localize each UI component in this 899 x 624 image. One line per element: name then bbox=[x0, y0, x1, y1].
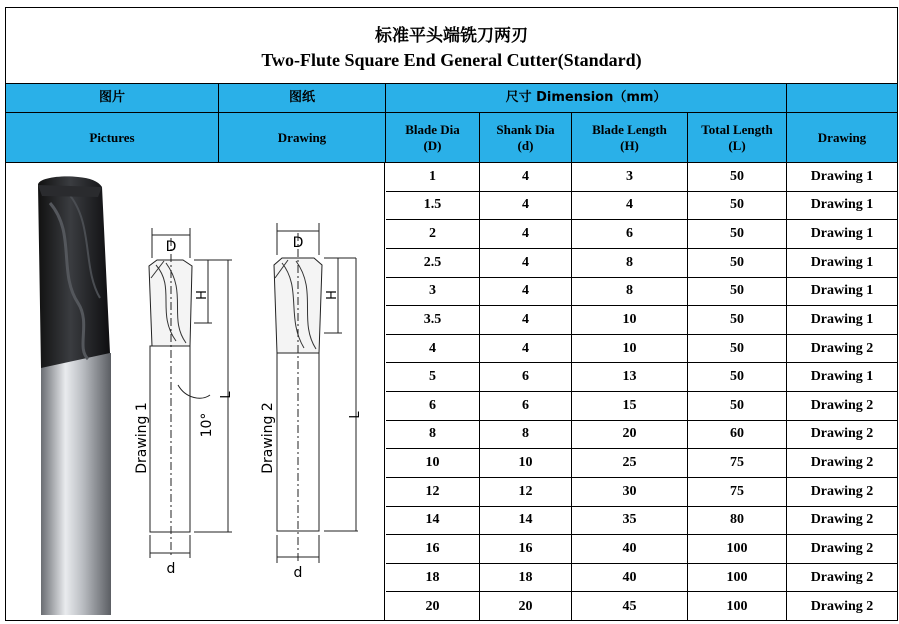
cell-drawing-ref: Drawing 2 bbox=[810, 340, 874, 356]
cell-blade-length: 45 bbox=[572, 592, 688, 621]
header-drawing: Drawing bbox=[219, 113, 386, 163]
cell-shank-dia: 8 bbox=[480, 421, 572, 449]
cell-blade-length: 3 bbox=[572, 163, 688, 191]
header-blade-dia-label: Blade Dia bbox=[405, 121, 460, 137]
cell-total-length: 50 bbox=[688, 192, 787, 220]
cell-drawing-ref: Drawing 1 bbox=[810, 168, 874, 184]
drawing2-dim-d: d bbox=[293, 565, 303, 581]
cell-total-length: 50 bbox=[688, 363, 787, 391]
cell-blade-length: 25 bbox=[572, 449, 688, 477]
cutter-illustrations bbox=[6, 163, 385, 621]
table-row bbox=[386, 421, 897, 450]
cell-drawing-ref: Drawing 1 bbox=[810, 311, 874, 327]
header-total-length-label: Total Length bbox=[701, 121, 773, 137]
cell-total-length: 50 bbox=[688, 163, 787, 191]
cell-blade-dia: 2 bbox=[386, 220, 480, 248]
title-block bbox=[6, 8, 897, 84]
cell-drawing-ref: Drawing 2 bbox=[810, 512, 874, 528]
cell-blade-dia: 1 bbox=[386, 163, 480, 191]
drawing-2 bbox=[274, 223, 358, 563]
cell-total-length: 75 bbox=[688, 478, 787, 506]
header-drawing-ref: Drawing bbox=[787, 113, 897, 163]
cell-blade-length: 8 bbox=[572, 249, 688, 277]
cell-drawing-ref: Drawing 1 bbox=[810, 254, 874, 270]
cell-blade-dia: 4 bbox=[386, 335, 480, 363]
title-english: Two-Flute Square End General Cutter(Standard) bbox=[261, 50, 642, 70]
drawing1-dim-D: D bbox=[165, 239, 177, 255]
table-row bbox=[386, 192, 897, 221]
cell-drawing-ref: Drawing 1 bbox=[810, 283, 874, 299]
header-blank bbox=[787, 84, 897, 113]
table-row bbox=[386, 163, 897, 192]
cutter-photo bbox=[38, 176, 111, 615]
cell-shank-dia: 20 bbox=[480, 592, 572, 621]
cell-drawing-ref: Drawing 2 bbox=[810, 426, 874, 442]
cell-total-length: 50 bbox=[688, 220, 787, 248]
cell-blade-dia: 10 bbox=[386, 449, 480, 477]
cell-drawing-ref: Drawing 2 bbox=[810, 540, 874, 556]
cell-drawing-ref: Drawing 1 bbox=[810, 226, 874, 242]
table-row bbox=[386, 335, 897, 364]
cell-shank-dia: 6 bbox=[480, 363, 572, 391]
cell-blade-dia: 16 bbox=[386, 535, 480, 563]
cell-shank-dia: 4 bbox=[480, 335, 572, 363]
cell-shank-dia: 14 bbox=[480, 507, 572, 535]
cell-blade-length: 35 bbox=[572, 507, 688, 535]
cell-shank-dia: 4 bbox=[480, 192, 572, 220]
cell-blade-dia: 3.5 bbox=[386, 306, 480, 334]
drawing1-dim-d: d bbox=[166, 561, 176, 577]
cell-drawing-ref: Drawing 1 bbox=[810, 197, 874, 213]
table-row bbox=[386, 507, 897, 536]
table-row bbox=[386, 478, 897, 507]
cell-blade-dia: 8 bbox=[386, 421, 480, 449]
cell-total-length: 50 bbox=[688, 335, 787, 363]
header-pictures-cn: 图片 bbox=[6, 84, 219, 113]
cell-shank-dia: 4 bbox=[480, 220, 572, 248]
cell-shank-dia: 4 bbox=[480, 306, 572, 334]
drawing2-name: Drawing 2 bbox=[260, 402, 276, 474]
cell-shank-dia: 4 bbox=[480, 278, 572, 306]
cell-blade-length: 30 bbox=[572, 478, 688, 506]
header-total-length-symbol: (L) bbox=[728, 137, 746, 153]
cell-shank-dia: 16 bbox=[480, 535, 572, 563]
header-dimension: 尺寸 Dimension（mm） bbox=[386, 84, 787, 113]
cell-blade-dia: 20 bbox=[386, 592, 480, 621]
drawing1-angle: 10° bbox=[199, 412, 215, 438]
cell-shank-dia: 4 bbox=[480, 163, 572, 191]
cell-total-length: 75 bbox=[688, 449, 787, 477]
cell-blade-length: 15 bbox=[572, 392, 688, 420]
cell-blade-length: 40 bbox=[572, 535, 688, 563]
cell-blade-length: 40 bbox=[572, 564, 688, 592]
table-row bbox=[386, 363, 897, 392]
cell-drawing-ref: Drawing 2 bbox=[810, 455, 874, 471]
cell-drawing-ref: Drawing 1 bbox=[810, 369, 874, 385]
cell-blade-length: 8 bbox=[572, 278, 688, 306]
drawing2-dim-L: L bbox=[348, 411, 363, 419]
cell-blade-length: 10 bbox=[572, 335, 688, 363]
cell-shank-dia: 4 bbox=[480, 249, 572, 277]
drawing1-dim-H: H bbox=[195, 290, 210, 300]
table-row bbox=[386, 392, 897, 421]
drawing2-dim-D: D bbox=[292, 235, 304, 251]
cell-blade-dia: 2.5 bbox=[386, 249, 480, 277]
cell-shank-dia: 10 bbox=[480, 449, 572, 477]
header-blade-length-symbol: (H) bbox=[620, 137, 639, 153]
table-row bbox=[386, 449, 897, 478]
cell-shank-dia: 6 bbox=[480, 392, 572, 420]
table-row bbox=[386, 278, 897, 307]
cell-drawing-ref: Drawing 2 bbox=[810, 569, 874, 585]
cell-blade-length: 13 bbox=[572, 363, 688, 391]
header-shank-dia-symbol: (d) bbox=[517, 137, 534, 153]
cell-blade-dia: 14 bbox=[386, 507, 480, 535]
cell-blade-dia: 3 bbox=[386, 278, 480, 306]
table-row bbox=[386, 306, 897, 335]
header-blade-dia bbox=[386, 113, 480, 163]
cell-blade-dia: 12 bbox=[386, 478, 480, 506]
header-pictures: Pictures bbox=[6, 113, 219, 163]
cell-total-length: 50 bbox=[688, 392, 787, 420]
table-row bbox=[386, 592, 897, 621]
drawing1-dim-L: L bbox=[219, 391, 234, 399]
cell-shank-dia: 12 bbox=[480, 478, 572, 506]
header-blade-length bbox=[572, 113, 688, 163]
cell-total-length: 50 bbox=[688, 249, 787, 277]
cell-blade-dia: 18 bbox=[386, 564, 480, 592]
picture-drawing-area bbox=[6, 163, 385, 621]
cell-total-length: 60 bbox=[688, 421, 787, 449]
header-blade-dia-symbol: (D) bbox=[423, 137, 442, 153]
cell-drawing-ref: Drawing 2 bbox=[810, 483, 874, 499]
cell-total-length: 50 bbox=[688, 306, 787, 334]
cell-blade-length: 4 bbox=[572, 192, 688, 220]
header-shank-dia-label: Shank Dia bbox=[496, 121, 555, 137]
cell-shank-dia: 18 bbox=[480, 564, 572, 592]
cell-total-length: 50 bbox=[688, 278, 787, 306]
cell-total-length: 100 bbox=[688, 592, 787, 621]
cell-blade-length: 10 bbox=[572, 306, 688, 334]
header-drawing-cn: 图纸 bbox=[219, 84, 386, 113]
cell-blade-length: 6 bbox=[572, 220, 688, 248]
table-row bbox=[386, 249, 897, 278]
cell-total-length: 80 bbox=[688, 507, 787, 535]
table-row bbox=[386, 564, 897, 593]
cell-total-length: 100 bbox=[688, 564, 787, 592]
cell-total-length: 100 bbox=[688, 535, 787, 563]
header-shank-dia bbox=[480, 113, 572, 163]
header-total-length bbox=[688, 113, 787, 163]
cell-blade-length: 20 bbox=[572, 421, 688, 449]
drawing2-dim-H: H bbox=[325, 290, 340, 300]
header-blade-length-label: Blade Length bbox=[592, 121, 667, 137]
cell-drawing-ref: Drawing 2 bbox=[810, 598, 874, 614]
spec-sheet bbox=[5, 7, 898, 621]
cell-blade-dia: 1.5 bbox=[386, 192, 480, 220]
cell-blade-dia: 5 bbox=[386, 363, 480, 391]
table-row bbox=[386, 535, 897, 564]
cell-drawing-ref: Drawing 2 bbox=[810, 397, 874, 413]
cell-blade-dia: 6 bbox=[386, 392, 480, 420]
title-chinese: 标准平头端铣刀两刃 bbox=[375, 26, 528, 46]
table-row bbox=[386, 220, 897, 249]
drawing1-name: Drawing 1 bbox=[134, 402, 150, 474]
